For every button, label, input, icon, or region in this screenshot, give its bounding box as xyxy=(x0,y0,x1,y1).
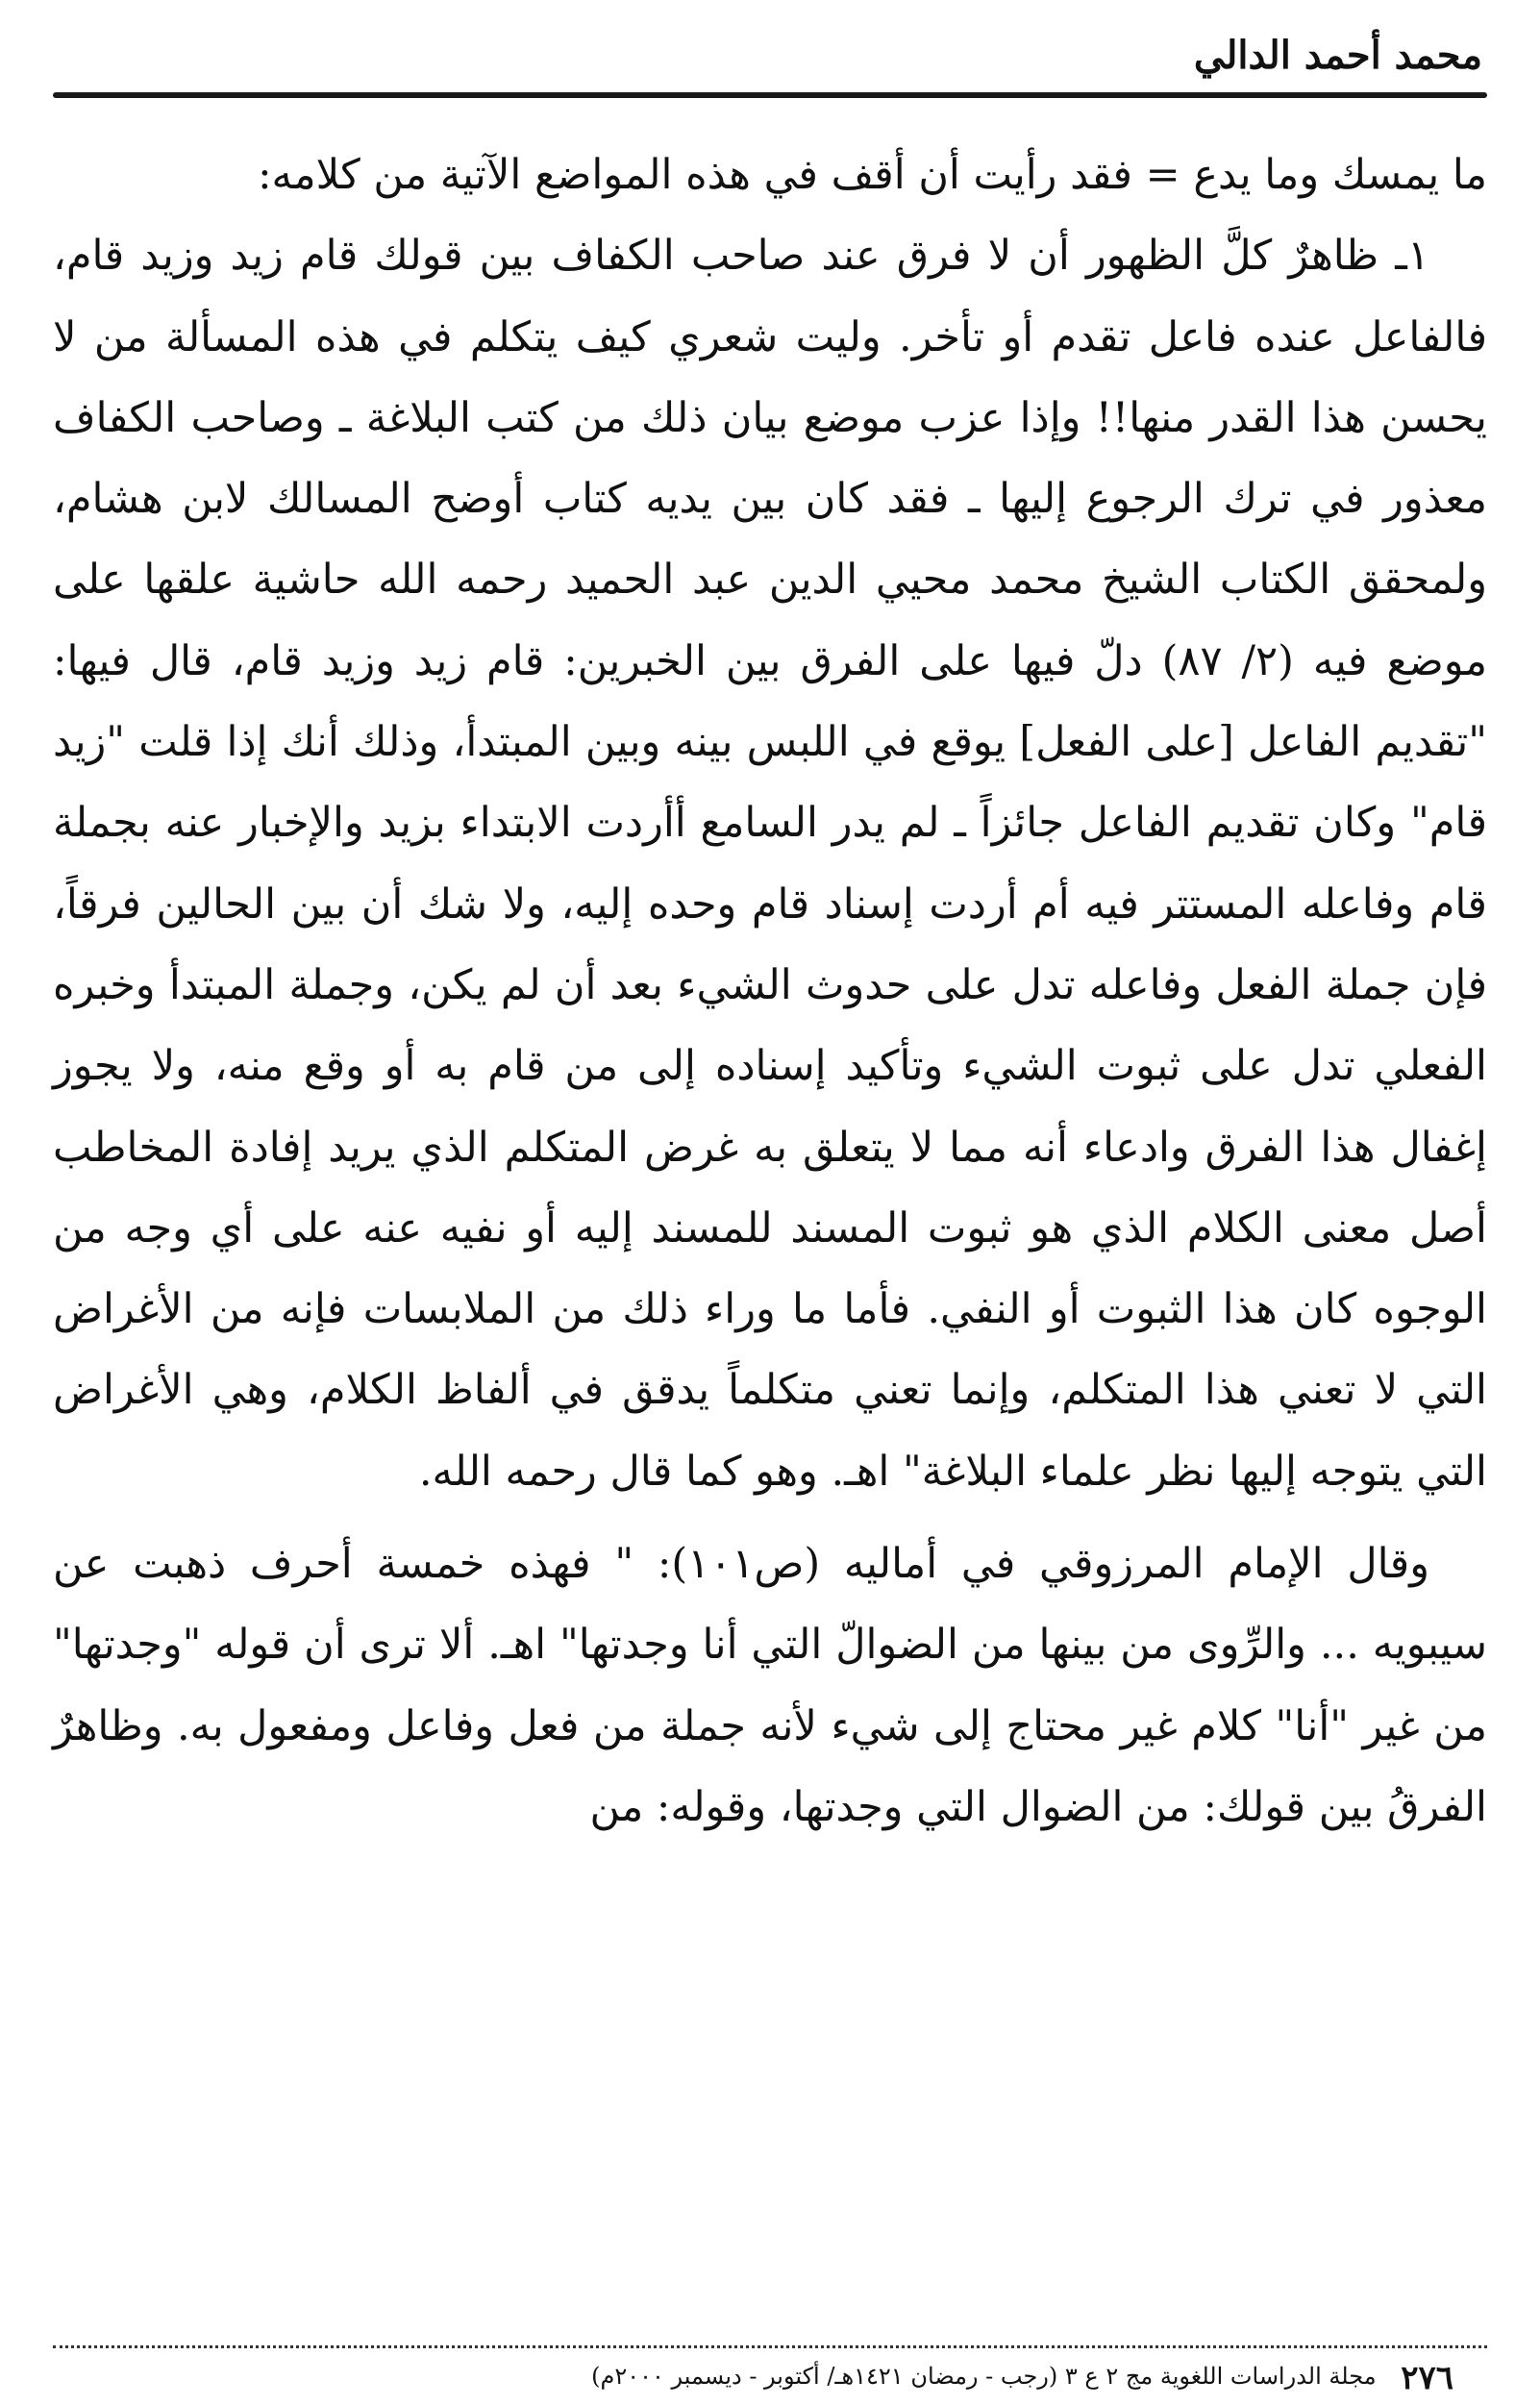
journal-citation: مجلة الدراسات اللغوية مج ٢ ع ٣ (رجب - رمضان ١٤٢١هـ/ أكتوبر - ديسمبر ٢٠٠٠م) xyxy=(591,2363,1377,2390)
footer-rule xyxy=(53,2345,1487,2348)
page-number: ٢٧٦ xyxy=(1401,2358,1453,2397)
paragraph: وقال الإمام المرزوقي في أماليه (ص١٠١): " فهذه خمسة أحرف ذهبت عن سيبويه ... والرِّوى من بينها من الضوالّ التي أنا وجدتها" اهـ. ألا ترى أن قوله "وجدتها" من غير "أنا" كلام غير محتاج إلى شيء لأنه جملة من فعل وفاعل ومفعول به. وظاهرٌ الفرقُ بين قولك: من الضوال التي وجدتها، وقوله: من xyxy=(53,1540,1487,1831)
body-text xyxy=(53,135,1487,1847)
running-header-title: محمد أحمد الدالي xyxy=(1193,33,1482,78)
paragraph: ١ـ ظاهرٌ كلَّ الظهور أن لا فرق عند صاحب الكفاف بين قولك قام زيد وزيد قام، فالفاعل عنده فاعل تقدم أو تأخر. وليت شعري كيف يتكلم في هذه المسألة من لا يحسن هذا القدر منها!! وإذا عزب موضع بيان ذلك من كتب البلاغة ـ وصاحب الكفاف معذور في ترك الرجوع إليها ـ فقد كان بين يديه كتاب أوضح المسالك لابن هشام، ولمحقق الكتاب الشيخ محمد محيي الدين عبد الحميد رحمه الله حاشية علقها على موضع فيه (٢/ ٨٧) دلّ فيها على الفرق بين الخبرين: قام زيد وزيد قام، قال فيها: "تقديم الفاعل [على الفعل] يوقع في اللبس بينه وبين المبتدأ، وذلك أنك إذا قلت "زيد قام" وكان تقديم الفاعل جائزاً ـ لم يدر السامع أأردت الابتداء بزيد والإخبار عنه بجملة قام وفاعله المستتر فيه أم أردت إسناد قام وحده إليه، ولا شك أن بين الحالين فرقاً، فإن جملة الفعل وفاعله تدل على حدوث الشيء بعد أن لم يكن، وجملة المبتدأ وخبره الفعلي تدل على ثبوت الشيء وتأكيد إسناده إلى من قام به أو وقع منه، ولا يجوز إغفال هذا الفرق وادعاء أنه مما لا يتعلق به غرض المتكلم الذي يريد إفادة المخاطب أصل معنى الكلام الذي هو ثبوت المسند للمسند إليه أو نفيه عنه على أي وجه من الوجوه كان هذا الثبوت أو النفي. فأما ما وراء ذلك من الملابسات فإنه من الأغراض التي لا تعني هذا المتكلم، وإنما تعني متكلماً يدقق في ألفاظ الكلام، وهي الأغراض التي يتوجه إليها نظر علماء البلاغة" اهـ. وهو كما قال رحمه الله. xyxy=(53,232,1488,1496)
paragraph: ما يمسك وما يدع = فقد رأيت أن أقف في هذه المواضع الآتية من كلامه: xyxy=(258,151,1487,199)
page-footer xyxy=(591,2357,1453,2397)
header-rule xyxy=(53,92,1487,98)
